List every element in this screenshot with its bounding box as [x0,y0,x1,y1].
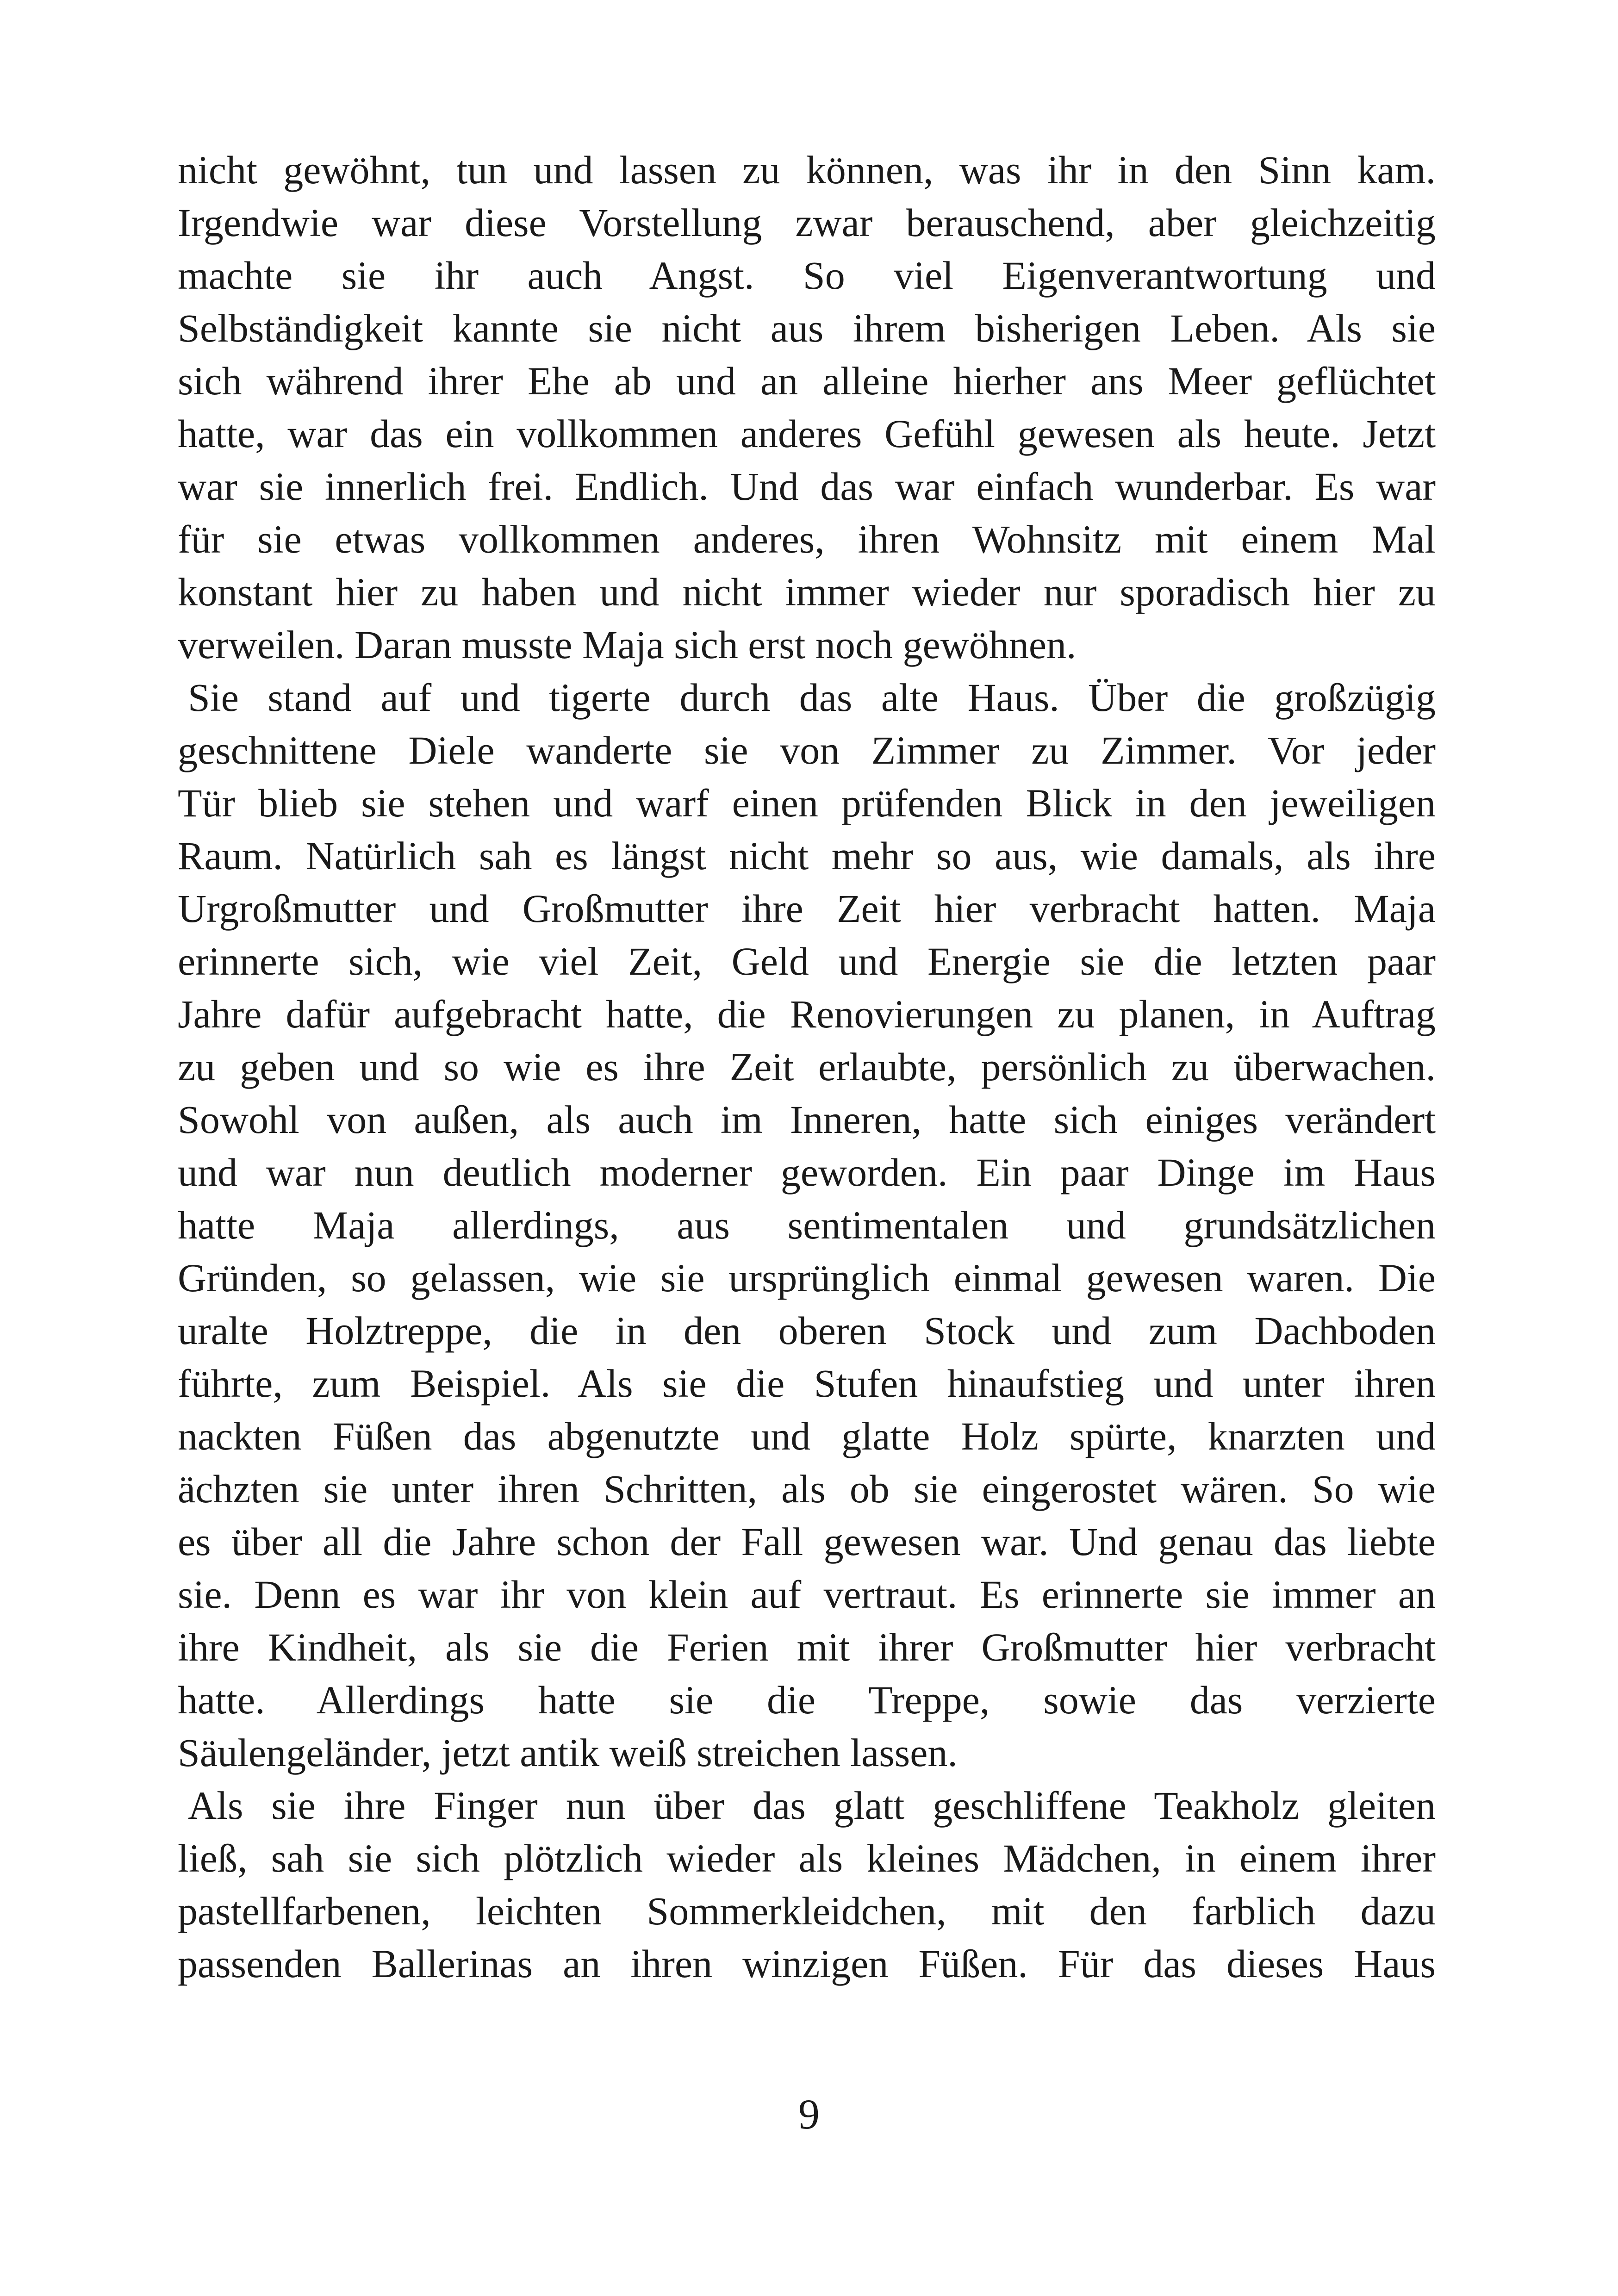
text-line: konstant hier zu haben und nicht immer wieder nur sporadisch hier zu [178,570,1436,614]
text-line: hatte, war das ein vollkommen anderes Gefühl gewesen als heute. Jetzt [178,411,1436,456]
text-line: Sie stand auf und tigerte durch das alte Haus. Über die großzügig [188,675,1436,720]
text-line: Urgroßmutter und Großmutter ihre Zeit hier verbracht hatten. Maja [178,886,1436,931]
text-line: geschnittene Diele wanderte sie von Zimmer zu Zimmer. Vor jeder [178,728,1436,772]
text-line: machte sie ihr auch Angst. So viel Eigenverantwortung und [178,253,1436,298]
text-line: passenden Ballerinas an ihren winzigen Füßen. Für das dieses Haus [178,1941,1436,1986]
text-line: Tür blieb sie stehen und warf einen prüfenden Blick in den jeweiligen [178,781,1436,825]
text-line: Raum. Natürlich sah es längst nicht mehr so aus, wie damals, als ihre [178,834,1436,878]
text-line: hatte. Allerdings hatte sie die Treppe, sowie das verzierte [178,1678,1436,1722]
text-line: zu geben und so wie es ihre Zeit erlaubte, persönlich zu überwachen. [178,1045,1436,1089]
text-line: Sowohl von außen, als auch im Inneren, hatte sich einiges verändert [178,1097,1436,1142]
text-line: für sie etwas vollkommen anderes, ihren Wohnsitz mit einem Mal [178,517,1436,561]
body-text [178,143,1436,1990]
text-line: pastellfarbenen, leichten Sommerkleidchen, mit den farblich dazu [178,1889,1436,1933]
text-line: Selbständigkeit kannte sie nicht aus ihrem bisherigen Leben. Als sie [178,306,1436,350]
paragraph [178,671,1436,1779]
text-line: führte, zum Beispiel. Als sie die Stufen hinaufstieg und unter ihren [178,1361,1436,1406]
text-line: Irgendwie war diese Vorstellung zwar berauschend, aber gleichzeitig [178,200,1436,245]
text-line: und war nun deutlich moderner geworden. Ein paar Dinge im Haus [178,1150,1436,1195]
text-line: ihre Kindheit, als sie die Ferien mit ihrer Großmutter hier verbracht [178,1625,1436,1669]
page-number: 9 [798,2091,820,2138]
text-line: erinnerte sich, wie viel Zeit, Geld und Energie sie die letzten paar [178,939,1436,983]
text-line: sich während ihrer Ehe ab und an alleine hierher ans Meer geflüchtet [178,359,1436,403]
paragraph [178,1779,1436,1990]
text-line: Säulengeländer, jetzt antik weiß streichen lassen. [178,1730,958,1775]
text-line: ließ, sah sie sich plötzlich wieder als kleines Mädchen, in einem ihrer [178,1836,1436,1880]
text-line: ächzten sie unter ihren Schritten, als ob sie eingerostet wären. So wie [178,1467,1436,1511]
text-line: nackten Füßen das abgenutzte und glatte Holz spürte, knarzten und [178,1414,1436,1458]
text-line: es über all die Jahre schon der Fall gewesen war. Und genau das liebte [178,1519,1436,1564]
text-line: hatte Maja allerdings, aus sentimentalen und grundsätzlichen [178,1203,1436,1247]
text-line: sie. Denn es war ihr von klein auf vertraut. Es erinnerte sie immer an [178,1572,1436,1617]
text-line: Jahre dafür aufgebracht hatte, die Renovierungen zu planen, in Auftrag [178,992,1436,1036]
text-line: nicht gewöhnt, tun und lassen zu können, was ihr in den Sinn kam. [178,148,1436,192]
text-line: uralte Holztreppe, die in den oberen Stock und zum Dachboden [178,1308,1436,1353]
text-line: war sie innerlich frei. Endlich. Und das war einfach wunderbar. Es war [178,464,1436,509]
text-line: verweilen. Daran musste Maja sich erst noch gewöhnen. [178,622,1077,667]
paragraph [178,143,1436,671]
text-line: Gründen, so gelassen, wie sie ursprünglich einmal gewesen waren. Die [178,1256,1436,1300]
text-line: Als sie ihre Finger nun über das glatt geschliffene Teakholz gleiten [188,1783,1436,1828]
